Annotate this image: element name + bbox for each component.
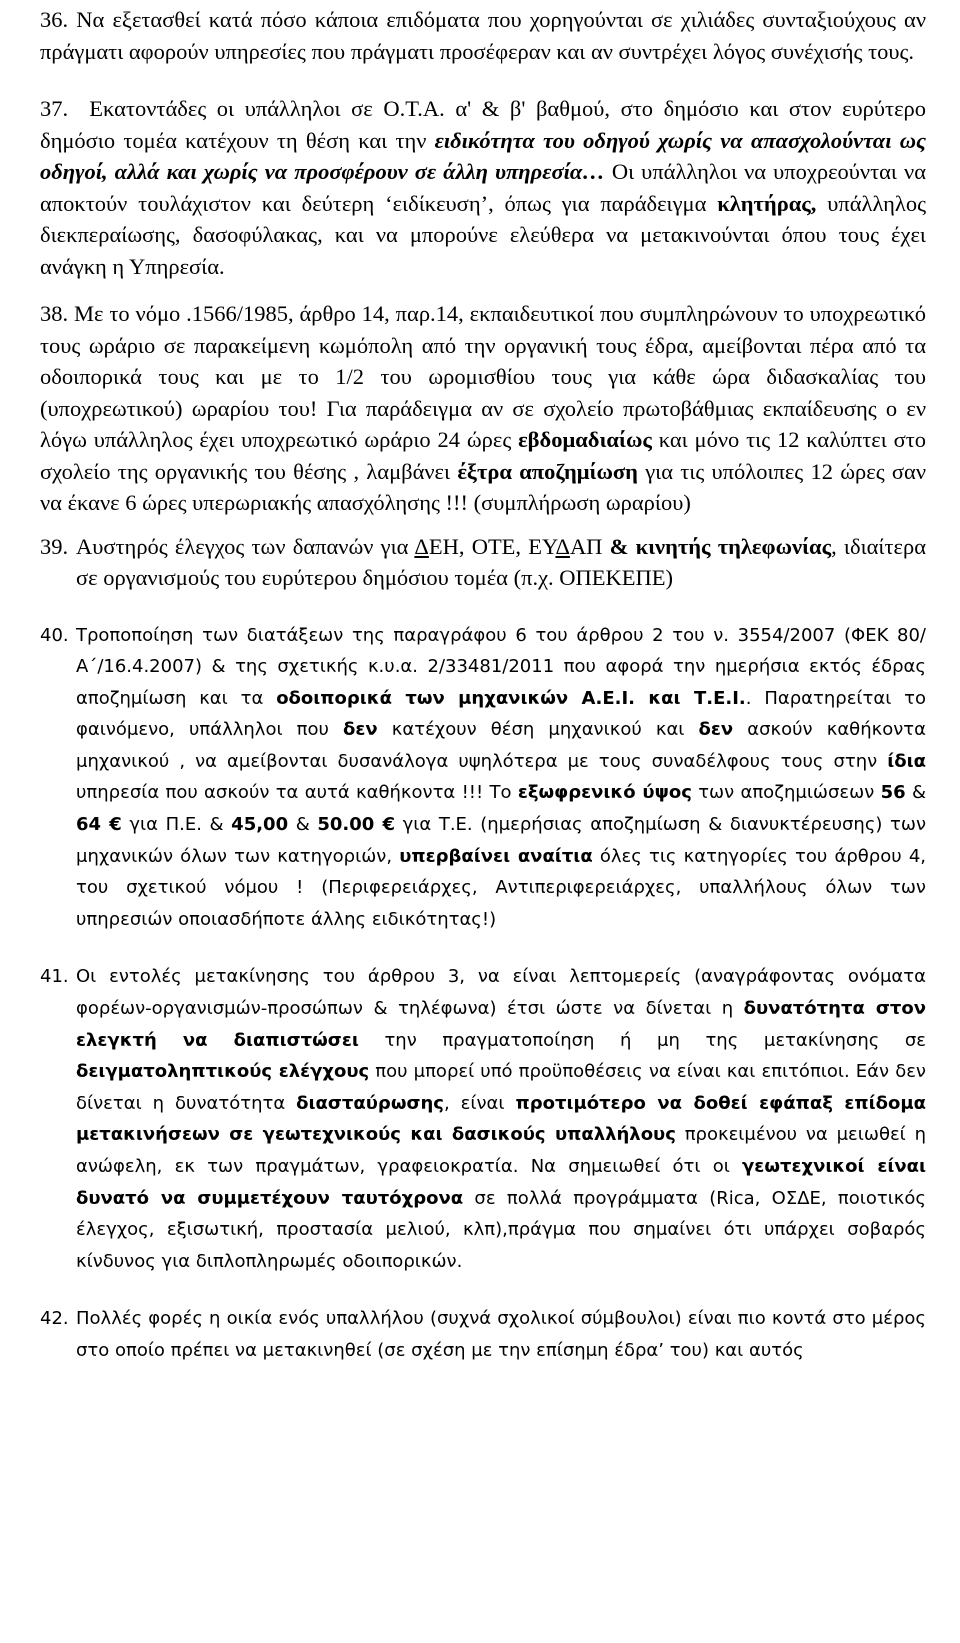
list-item-37 <box>40 93 926 282</box>
text-run-bold: έξτρα αποζημίωση <box>457 458 638 484</box>
text-run-bold: 50.00 € <box>317 814 395 836</box>
text-run: , είναι <box>443 1092 516 1114</box>
text-run: σε πολλά προγράμματα (Rica, ΟΣΔΕ, ποιοτικός έλεγχος, εξισωτική, προστασία μελιού, κλπ),πράγμα που σημαίνει ότι υπάρχει σοβαρός κίνδυνος για διπλοπληρωμές οδοιπορικών. <box>76 1187 926 1272</box>
text-run-bold: δυνατότητα στον ελεγκτή να διαπιστώσει <box>76 998 926 1051</box>
item-text <box>76 531 926 594</box>
list-item-41 <box>40 961 926 1277</box>
text-run: ΑΠ <box>569 533 610 559</box>
item-number: 41. <box>40 966 69 988</box>
text-run-bold: ίδια <box>887 750 926 772</box>
item-text <box>76 1303 926 1366</box>
text-run-bold: & κινητής τηλεφωνίας <box>609 533 832 559</box>
text-run-bold: εξωφρενικό ύψος <box>517 782 692 804</box>
text-run: . Παρατηρείται το φαινόμενο, υπάλληλοι που <box>76 687 927 741</box>
text-run: Να εξετασθεί κατά πόσο κάποια επιδόματα που χορηγούνται σε χιλιάδες συνταξιούχους αν πράγματι αφορούν υπηρεσίες που πράγματι προσέφεραν και αν συντρέχει λόγος συνέχισής τους. <box>40 7 927 64</box>
text-run: & <box>905 782 926 804</box>
text-run: κατέχουν θέση μηχανικού και <box>377 719 699 741</box>
text-run: Οι υπάλληλοι να υποχρεούνται να αποκτούν τουλάχιστον και δεύτερη ‘ειδίκευση’, όπως για παράδειγμα <box>40 159 926 216</box>
text-run: ασκούν καθήκοντα μηχανικού , να αμείβονται δυσανάλογα υψηλότερα με τους συναδέλφους τους στην <box>76 719 926 772</box>
list-item-40 <box>40 620 926 936</box>
text-run: Πολλές φορές η οικία ενός υπαλλήλου (συχνά σχολικοί σύμβουλοι) είναι πιο κοντά στο μέρος στο οποίο πρέπει να μετακινηθεί (σε σχέση με την επίσημη έδρα’ του) και αυτός <box>76 1308 926 1361</box>
text-run-bold: δεν <box>343 719 378 741</box>
text-run-bold: οδοιπορικά των μηχανικών Α.Ε.Ι. και Τ.Ε.Ι. <box>276 687 746 709</box>
item-text <box>40 4 926 67</box>
document-page <box>40 4 926 1367</box>
list-item-38 <box>40 298 926 519</box>
item-text <box>76 620 926 936</box>
text-run: υπηρεσία που ασκούν τα αυτά καθήκοντα !!! Το <box>76 782 518 804</box>
text-run-bold-italic: ειδικότητα του οδηγού χωρίς να απασχολούνται ως οδηγοί, αλλά και χωρίς να προσφέρουν σε άλλη υπηρεσία… <box>40 127 926 184</box>
text-run: Τροποποίηση των διατάξεων της παραγράφου 6 του άρθρου 2 του ν. 3554/2007 (ΦΕΚ 80/Α΄/16.4.2007) & της σχετικής κ.υ.α. 2/33481/2011 που αφορά την ημερήσια εκτός έδρας αποζημίωση και τα <box>76 624 926 709</box>
text-run: Οι εντολές μετακίνησης του άρθρου 3, να είναι λεπτομερείς (αναγράφοντας ονόματα φορέων-οργανισμών-προσώπων & τηλέφωνα) έτσι ώστε να δίνεται η <box>76 966 926 1020</box>
text-run: Αυστηρός έλεγχος των δαπανών για <box>76 533 415 559</box>
text-run: για Τ.Ε. (ημερήσιας αποζημίωση & διανυκτέρευσης) των μηχανικών όλων των κατηγοριών, <box>76 814 927 867</box>
item-text <box>76 961 926 1277</box>
text-run: προκειμένου να μειωθεί η ανώφελη, εκ των πραγμάτων, γραφειοκρατία. Να σημειωθεί ότι οι <box>76 1124 926 1177</box>
list-item-42 <box>40 1303 926 1366</box>
text-run: την πραγματοποίηση ή μη της μετακίνησης σε <box>358 1029 927 1051</box>
text-run: Με το νόμο .1566/1985, άρθρο 14, παρ.14, εκπαιδευτικοί που συμπληρώνουν το υποχρεωτικό τους ωράριο σε παρακείμενη κωμόπολη από την οργανική τους έδρα, αμείβονται πέρα από τα οδοιπορικά τους και με το 1/2 του ωρομισθίου τους για κάθε ώρα διδασκαλίας του (υποχρεωτικού) ωραρίου του! Για παράδειγμα αν σε σχολείο πρωτοβάθμιας εκπαίδευσης ο εν λόγω υπάλληλος έχει υποχρεωτικό ωράριο 24 ώρες <box>40 301 927 452</box>
list-item-36 <box>40 4 926 67</box>
text-run: υπάλληλος διεκπεραίωσης, δασοφύλακας, και να μπορούνε ελεύθερα να μετακινούνται όπου τους έχει ανάγκη η Υπηρεσία. <box>40 190 927 279</box>
text-run-bold: 45,00 <box>231 814 289 836</box>
text-run-bold: κλητήρας, <box>717 190 817 216</box>
text-run: ΕΗ, ΟΤΕ, ΕΥ <box>428 533 556 559</box>
item-text <box>40 298 926 519</box>
item-number: 36. <box>40 7 69 32</box>
text-run-bold: προτιμότερο να δοθεί εφάπαξ επίδομα μετακινήσεων σε γεωτεχνικούς και δασικούς υπαλλήλους <box>76 1092 926 1146</box>
item-number: 40. <box>40 624 69 646</box>
text-run: των αποζημιώσεων <box>691 782 881 804</box>
text-run: για τις υπόλοιπες 12 ώρες σαν να έκανε 6 ώρες υπερωριακής απασχόλησης !!! (συμπλήρωση ωραρίου) <box>40 458 926 515</box>
text-run: και μόνο τις 12 καλύπτει στο σχολείο της οργανικής του θέσης , λαμβάνει <box>40 427 926 484</box>
text-run-bold: διασταύρωσης <box>296 1092 444 1114</box>
text-run: Εκατοντάδες οι υπάλληλοι σε Ο.Τ.Α. α' & β' βαθμού, στο δημόσιο και στον ευρύτερο δημόσιο τομέα κατέχουν τη θέση και την <box>40 96 926 153</box>
item-number: 42. <box>40 1308 69 1330</box>
text-run-bold: 56 <box>880 782 906 804</box>
text-run: για Π.Ε. & <box>121 814 232 836</box>
text-run: που μπορεί υπό προϋποθέσεις να είναι και επιτόπιοι. Εάν δεν δίνεται η δυνατότητα <box>76 1061 926 1114</box>
text-run: όλες τις κατηγορίες του άρθρου 4, του σχετικού νόμου ! (Περιφερειάρχες, Αντιπεριφερειάρχες, υπαλλήλους όλων των υπηρεσιών οποιασδήποτε άλλης ειδικότητας!) <box>76 845 926 930</box>
text-run-underlined: Δ <box>414 533 429 559</box>
item-number: 39. <box>40 533 69 559</box>
text-run-underlined: Δ <box>555 533 570 559</box>
text-run-bold: δειγματοληπτικούς ελέγχους <box>76 1061 370 1083</box>
text-run-bold: υπερβαίνει αναίτια <box>399 845 593 867</box>
text-run: & <box>288 814 318 836</box>
text-run-bold: εβδομαδιαίως <box>518 427 652 452</box>
text-run-bold: γεωτεχνικοί είναι δυνατό να συμμετέχουν ταυτόχρονα <box>76 1156 926 1209</box>
list-item-39 <box>40 531 926 594</box>
text-run-bold: δεν <box>698 719 734 741</box>
text-run: , ιδιαίτερα σε οργανισμούς του ευρύτερου δημόσιου τομέα (π.χ. ΟΠΕΚΕΠΕ) <box>76 533 926 590</box>
item-number: 37. <box>40 96 69 121</box>
item-text <box>40 93 926 282</box>
item-number: 38. <box>40 301 69 326</box>
text-run-bold: 64 € <box>76 814 122 836</box>
